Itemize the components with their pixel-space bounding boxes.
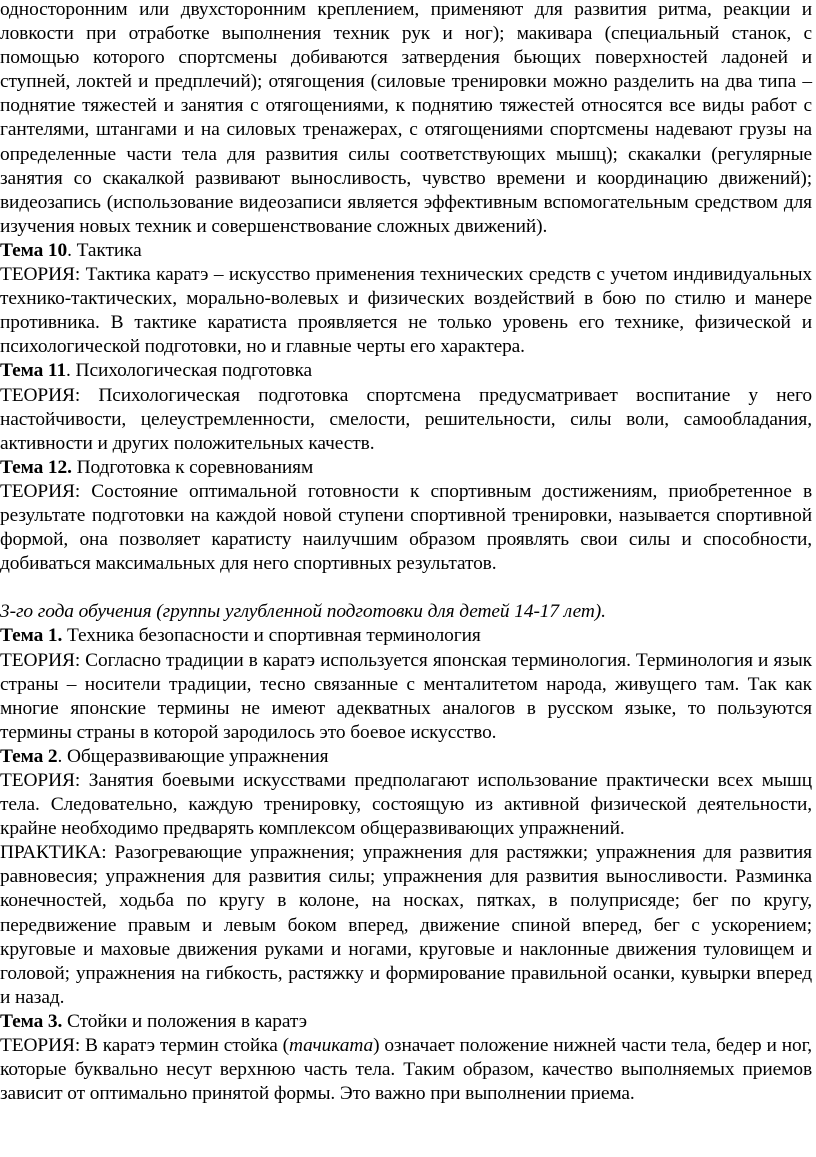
topic-3-theory-term: тачиката bbox=[289, 1035, 374, 1057]
topic-1-theory: ТЕОРИЯ: Согласно традиции в каратэ используется японская терминология. Терминология и язык страны – носители традиции, тесно связанные с менталитетом народа, живущего там. Так как многие японские термины не имеют адекватных аналогов в русском языке, то пользуются термины страны в которой зародилось это боевое искусство. bbox=[0, 649, 812, 743]
topic-2-theory: ТЕОРИЯ: Занятия боевыми искусствами предполагают использование практически всех мышц тела. Следовательно, каждую тренировку, состоящую из активной физической деятельности, крайне необходимо предварять комплексом общеразвивающих упражнений. bbox=[0, 770, 812, 840]
topic-2-heading bbox=[0, 745, 812, 769]
topic-12-title: Подготовка к соревнованиям bbox=[71, 456, 314, 478]
year-3-heading-text: 3-го года обучения (группы углубленной подготовки для детей 14-17 лет). bbox=[0, 601, 606, 623]
topic-12-heading bbox=[0, 456, 812, 480]
topic-3-theory-end: ) означает положение нижней части тела, бедер и ног, которые буквально несут верхнюю часть тела. Таким образом, качество выполняемых приемов зависит от оптимально принятой формы. Это важно при выполнении приема. bbox=[0, 1035, 812, 1105]
intro-paragraph: односторонним или двухсторонним креплением, применяют для развития ритма, реакции и ловкости при отработке выполнения техник рук и ног); макивара (специальный станок, с помощью которого спортсмены добиваются затвердения бьющих поверхностей ладоней и ступней, локтей и предплечий); отягощения (силовые тренировки можно разделить на два типа – поднятие тяжестей и занятия с отягощениями, к поднятию тяжестей относятся все виды работ с гантелями, штангами и на силовых тренажерах, с отягощениями спортсмены надевают грузы на определенные части тела для развития силы соответствующих мышц); скакалки (регулярные занятия со скакалкой развивают выносливость, чувство времени и координацию движений); видеозапись (использование видеозаписи является эффективным вспомогательным средством для изучения новых техник и совершенствование сложных движений). bbox=[0, 0, 812, 237]
topic-12-label: Тема 12. bbox=[0, 456, 72, 478]
topic-1-heading bbox=[0, 624, 812, 648]
topic-10-heading bbox=[0, 239, 812, 263]
blank-line bbox=[0, 576, 812, 600]
topic-2-title: . Общеразвивающие упражнения bbox=[57, 745, 329, 767]
topic-10-label: Тема 10 bbox=[0, 239, 68, 261]
topic-2-label: Тема 2 bbox=[0, 745, 58, 767]
topic-11-title: . Психологическая подготовка bbox=[66, 360, 313, 382]
topic-3-title: Стойки и положения в каратэ bbox=[62, 1010, 307, 1032]
topic-1-label: Тема 1. bbox=[0, 625, 63, 647]
topic-1-title: Техника безопасности и спортивная терминология bbox=[62, 625, 481, 647]
topic-11-theory: ТЕОРИЯ: Психологическая подготовка спортсмена предусматривает воспитание у него настойчивости, целеустремленности, смелости, решительности, силы воли, самообладания, активности и других положительных качеств. bbox=[0, 384, 812, 454]
topic-10-theory: ТЕОРИЯ: Тактика каратэ – искусство применения технических средств с учетом индивидуальных технико-тактических, морально-волевых и физических воздействий в бою по стилю и манере противника. В тактике каратиста проявляется не только уровень его технике, физической и психологической подготовки, но и главные черты его характера. bbox=[0, 264, 812, 358]
topic-3-label: Тема 3. bbox=[0, 1010, 63, 1032]
topic-3-theory-start: ТЕОРИЯ: В каратэ термин стойка ( bbox=[0, 1035, 290, 1057]
topic-10-title: . Тактика bbox=[67, 239, 142, 261]
topic-2-practice: ПРАКТИКА: Разогревающие упражнения; упражнения для растяжки; упражнения для развития равновесия; упражнения для развития силы; упражнения для развития выносливости. Разминка конечностей, ходьба по кругу в колоне, на носках, пятках, в полуприсяде; бег по кругу, передвижение правым и левым боком вперед, движение спиной вперед, бег с ускорением; круговые и маховые движения руками и ногами, круговые и наклонные движения туловищем и головой; упражнения на гибкость, растяжку и формирование правильной осанки, кувырки вперед и назад. bbox=[0, 842, 812, 1008]
topic-12-theory: ТЕОРИЯ: Состояние оптимальной готовности к спортивным достижениям, приобретенное в результате подготовки на каждой новой ступени спортивной тренировки, называется спортивной формой, она позволяет каратисту наилучшим образом проявлять свои силы и способности, добиваться максимальных для него спортивных результатов. bbox=[0, 480, 812, 575]
topic-3-heading bbox=[0, 1010, 812, 1034]
topic-3-theory bbox=[0, 1034, 812, 1106]
topic-11-label: Тема 11 bbox=[0, 360, 67, 382]
topic-11-heading bbox=[0, 359, 812, 383]
year-3-heading bbox=[0, 600, 812, 624]
